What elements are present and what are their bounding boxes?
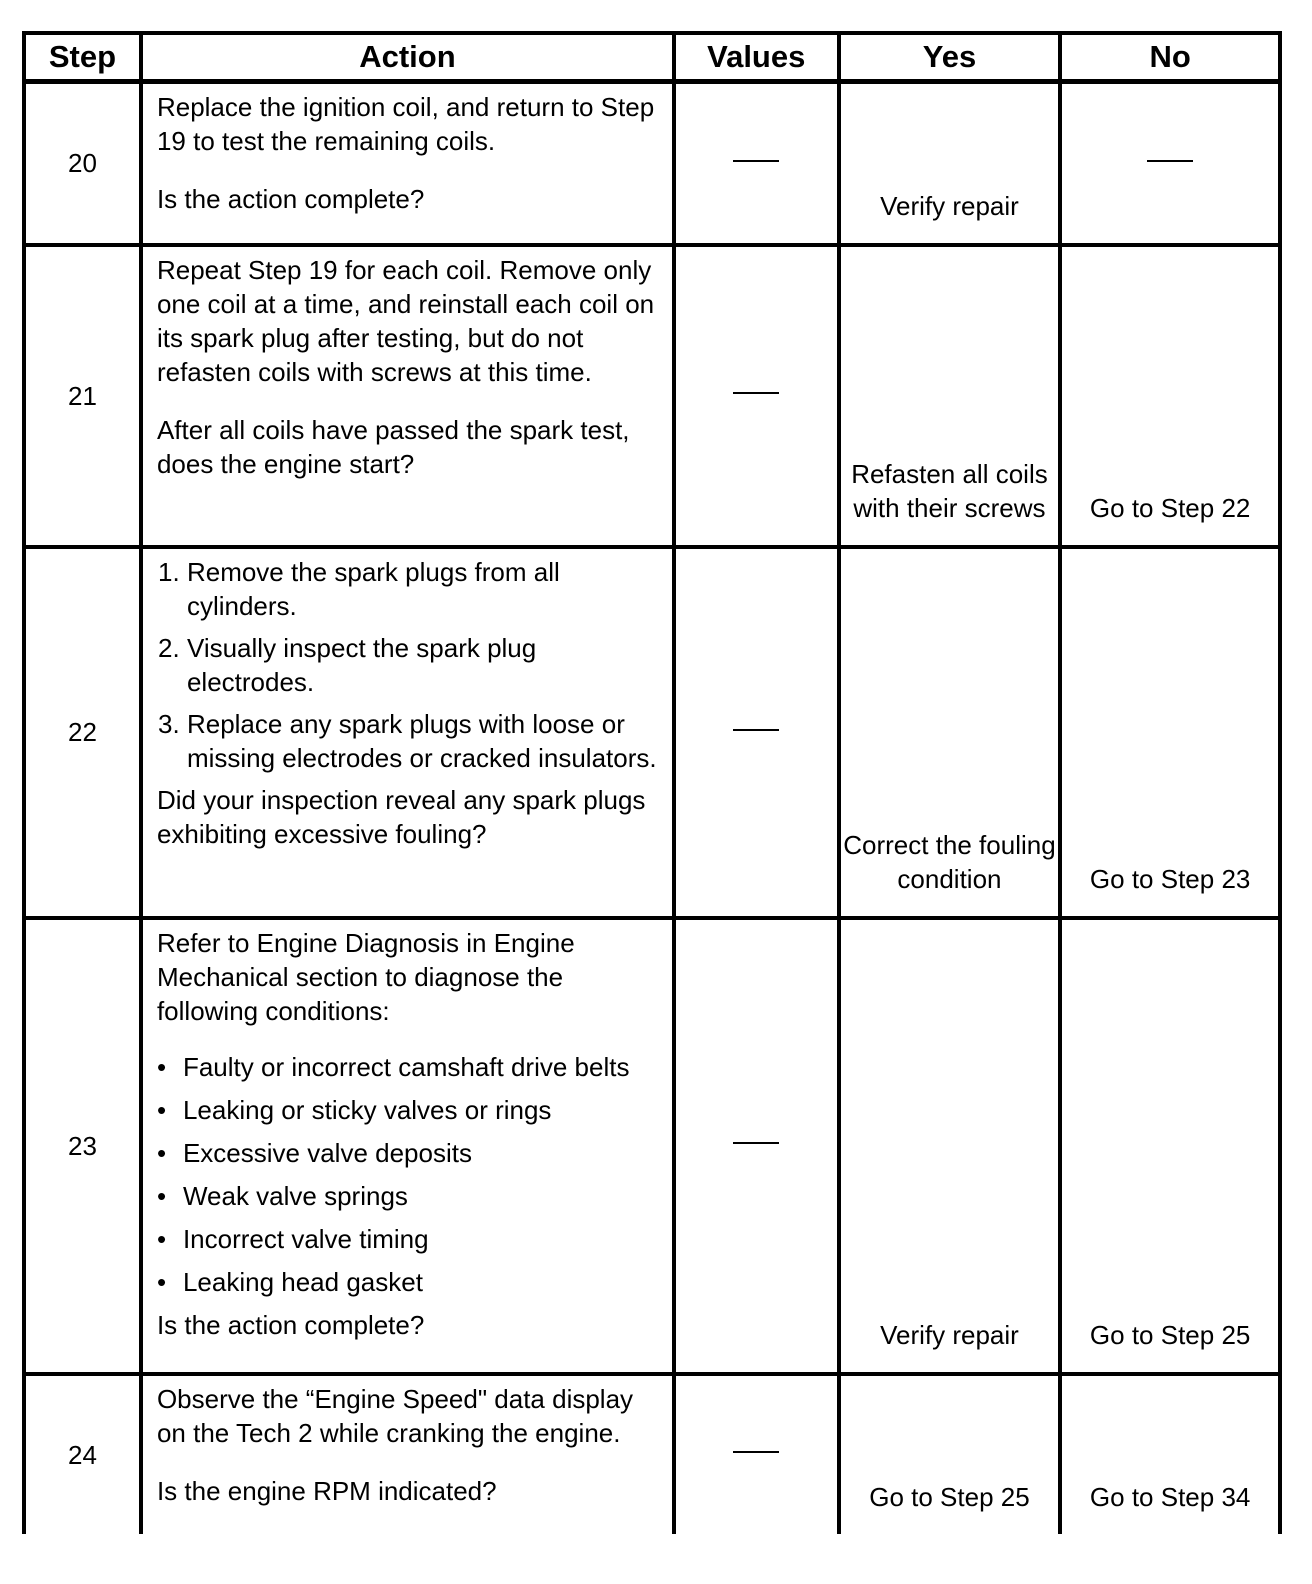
table-row-step-21	[24, 245, 1280, 547]
values-dash	[733, 729, 779, 731]
header-yes: Yes	[839, 33, 1061, 82]
step-number: 22	[24, 547, 141, 918]
table-row-step-23	[24, 918, 1280, 1374]
step-number: 20	[24, 82, 141, 245]
header-values: Values	[674, 33, 839, 82]
values-dash	[733, 1451, 779, 1453]
table-header-row	[24, 33, 1280, 82]
step-number: 21	[24, 245, 141, 547]
header-step: Step	[24, 33, 141, 82]
action-text: Refer to Engine Diagnosis in Engine Mechanical section to diagnose the following conditions:	[156, 927, 575, 1026]
diagnostic-steps-table	[22, 31, 1282, 1534]
table-row-step-20	[24, 82, 1280, 245]
yes-cell: Verify repair	[839, 82, 1061, 245]
no-cell	[1060, 82, 1280, 245]
list-item: • Incorrect valve timing	[156, 1223, 429, 1254]
table-row-step-24	[24, 1374, 1280, 1534]
no-cell: Go to Step 22	[1060, 245, 1280, 547]
step-number: 23	[24, 918, 141, 1374]
action-cell	[141, 547, 674, 918]
values-cell	[674, 547, 839, 918]
values-cell	[674, 245, 839, 547]
list-item: • Faulty or incorrect camshaft drive belts	[156, 1051, 630, 1082]
no-cell: Go to Step 34	[1060, 1374, 1280, 1534]
header-no: No	[1060, 33, 1280, 82]
step-number: 24	[24, 1374, 141, 1534]
action-question: Is the action complete?	[156, 1309, 425, 1340]
action-text: Observe the “Engine Speed" data display on the Tech 2 while cranking the engine.	[156, 1383, 634, 1448]
list-item: 2. Visually inspect the spark plug electrodes.	[187, 631, 664, 699]
list-item: 1. Remove the spark plugs from all cylinders.	[187, 555, 664, 623]
action-question: Is the action complete?	[156, 184, 425, 214]
action-cell	[141, 82, 674, 245]
yes-cell: Verify repair	[839, 918, 1061, 1374]
action-question: Is the engine RPM indicated?	[156, 1475, 497, 1506]
values-cell	[674, 918, 839, 1374]
diagnostic-table-page	[22, 31, 1282, 1534]
list-item: 3. Replace any spark plugs with loose or missing electrodes or cracked insulators.	[187, 707, 664, 775]
list-item: • Excessive valve deposits	[156, 1137, 472, 1168]
no-dash	[1147, 160, 1193, 162]
action-text: Repeat Step 19 for each coil. Remove only one coil at a time, and reinstall each coil on its spark plug after testing, but do not refasten coils with screws at this time.	[156, 254, 655, 387]
no-cell: Go to Step 23	[1060, 547, 1280, 918]
action-text: Replace the ignition coil, and return to Step 19 to test the remaining coils.	[156, 92, 655, 156]
no-cell: Go to Step 25	[1060, 918, 1280, 1374]
table-row-step-22	[24, 547, 1280, 918]
action-steps-list	[157, 555, 664, 775]
values-dash	[733, 392, 779, 394]
action-cell	[141, 1374, 674, 1534]
values-dash	[733, 160, 779, 162]
values-dash	[733, 1142, 779, 1144]
yes-cell: Refasten all coils with their screws	[839, 245, 1061, 547]
list-item: • Leaking head gasket	[156, 1266, 423, 1297]
action-question: Did your inspection reveal any spark plugs exhibiting excessive fouling?	[156, 784, 646, 849]
yes-cell: Correct the fouling condition	[839, 547, 1061, 918]
action-question: After all coils have passed the spark test, does the engine start?	[156, 414, 630, 479]
values-cell	[674, 82, 839, 245]
values-cell	[674, 1374, 839, 1534]
yes-cell: Go to Step 25	[839, 1374, 1061, 1534]
list-item: • Leaking or sticky valves or rings	[156, 1094, 552, 1125]
header-action: Action	[141, 33, 674, 82]
list-item: • Weak valve springs	[156, 1180, 408, 1211]
action-cell	[141, 918, 674, 1374]
action-cell	[141, 245, 674, 547]
conditions-list	[157, 1050, 664, 1299]
